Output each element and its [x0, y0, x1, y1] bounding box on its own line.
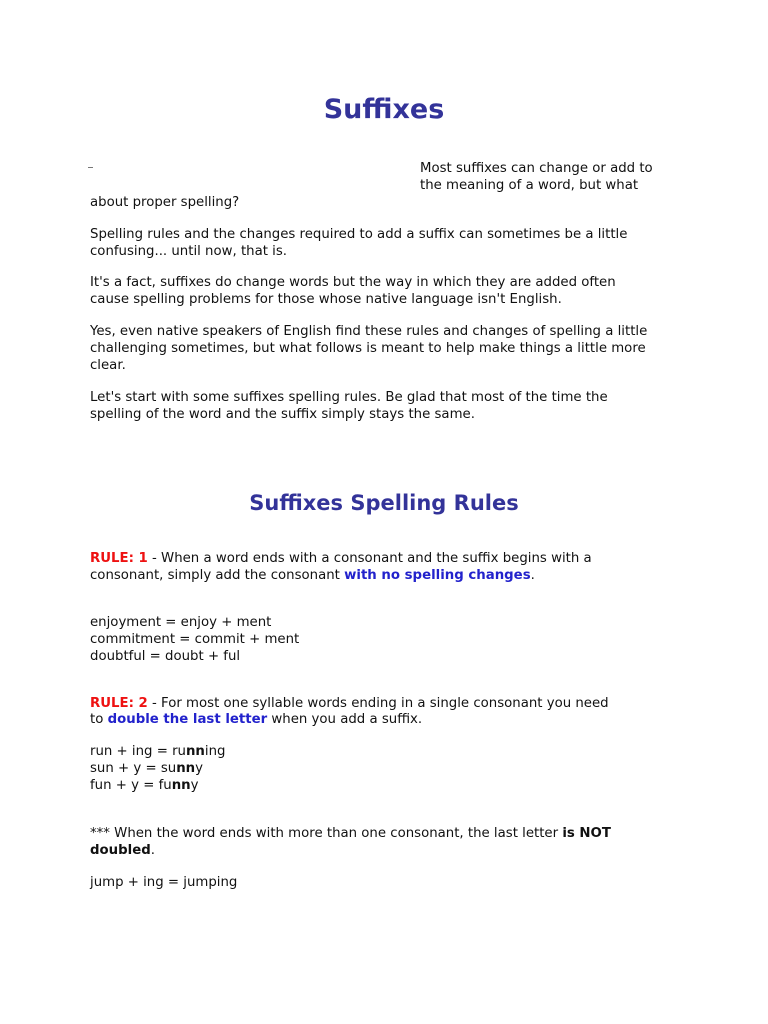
- rule-1-example: enjoyment = enjoy + ment: [90, 615, 272, 630]
- intro-line: Most suffixes can change or add to: [420, 161, 653, 176]
- paragraph-line: spelling of the word and the suffix simply stays the same.: [90, 407, 475, 422]
- section-heading: Suffixes Spelling Rules: [249, 491, 519, 515]
- rule-2-label: RULE: 2: [90, 696, 148, 711]
- rule-1-text: .: [530, 568, 535, 583]
- note-line: [90, 842, 155, 859]
- rule-2-text: to: [90, 712, 108, 727]
- rule-2-line: [90, 711, 422, 728]
- rule-1-label: RULE: 1: [90, 551, 148, 566]
- example-text: run + ing = ru: [90, 744, 186, 759]
- paragraph-line: It's a fact, suffixes do change words but the way in which they are added often: [90, 275, 616, 290]
- note-text: .: [150, 843, 155, 858]
- example-text: y: [190, 778, 199, 793]
- paragraph-line: challenging sometimes, but what follows is meant to help make things a little more: [90, 341, 646, 356]
- rule-2-example: [90, 760, 203, 777]
- example-text: sun + y = su: [90, 761, 177, 776]
- rule-1-emphasis: with no spelling changes: [344, 568, 531, 583]
- divider-mark: [88, 167, 93, 168]
- paragraph-line: cause spelling problems for those whose native language isn't English.: [90, 292, 562, 307]
- paragraph-line: clear.: [90, 358, 126, 373]
- rule-2-line: [90, 695, 609, 712]
- rule-2-text: - For most one syllable words ending in a single consonant you need: [147, 696, 609, 711]
- rule-2-example: [90, 743, 225, 760]
- note-text: *** When the word ends with more than one consonant, the last letter: [90, 826, 563, 841]
- rule-1-text: consonant, simply add the consonant: [90, 568, 345, 583]
- example-text: y: [195, 761, 204, 776]
- paragraph-line: Spelling rules and the changes required to add a suffix can sometimes be a little: [90, 227, 628, 242]
- example-text: ing: [204, 744, 226, 759]
- example-doubled: nn: [171, 778, 191, 793]
- intro-line: the meaning of a word, but what: [420, 178, 639, 193]
- paragraph-line: confusing... until now, that is.: [90, 244, 288, 259]
- rule-2-text: when you add a suffix.: [267, 712, 423, 727]
- example-doubled: nn: [185, 744, 205, 759]
- paragraph-line: Yes, even native speakers of English find these rules and changes of spelling a little: [90, 324, 648, 339]
- note-emphasis: is NOT: [562, 826, 611, 841]
- example-doubled: nn: [176, 761, 196, 776]
- note-example: jump + ing = jumping: [90, 875, 238, 890]
- rule-1-line: [90, 567, 535, 584]
- rule-2-example: [90, 777, 199, 794]
- rule-2-emphasis: double the last letter: [107, 712, 268, 727]
- paragraph-line: Let's start with some suffixes spelling rules. Be glad that most of the time the: [90, 390, 608, 405]
- rule-1-example: commitment = commit + ment: [90, 632, 300, 647]
- rule-1-line: [90, 550, 592, 567]
- note-line: [90, 825, 611, 842]
- intro-line: about proper spelling?: [90, 195, 240, 210]
- example-text: fun + y = fu: [90, 778, 172, 793]
- note-emphasis: doubled: [90, 843, 151, 858]
- rule-1-text: - When a word ends with a consonant and the suffix begins with a: [147, 551, 592, 566]
- page-title: Suffixes: [323, 94, 445, 125]
- rule-1-example: doubtful = doubt + ful: [90, 649, 241, 664]
